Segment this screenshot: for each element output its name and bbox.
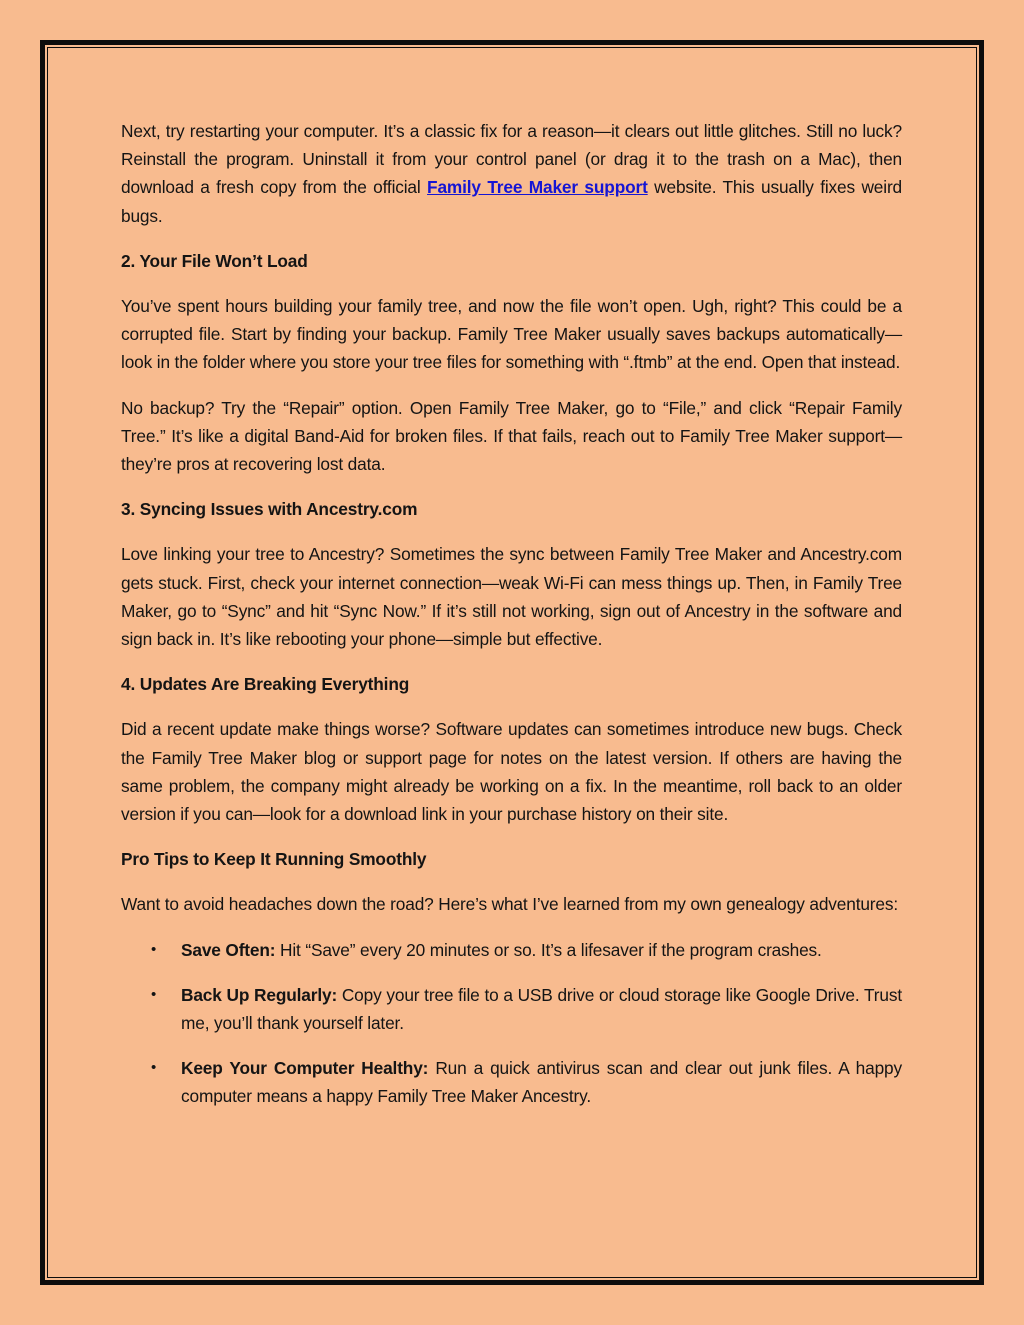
section-heading-pro-tips: Pro Tips to Keep It Running Smoothly: [121, 849, 427, 870]
section-heading-file-wont-load: 2. Your File Won’t Load: [121, 250, 308, 271]
document-body: [121, 117, 902, 1128]
paragraph-file-wont-load-1: You’ve spent hours building your family tree, and now the file won’t open. Ugh, right? This could be a corrupted file. Start by finding your backup. Family Tree Maker usually saves backups automatically—look in the folder where you store your tree files for something with “.ftmb” at the end. Open that instead.: [121, 296, 902, 373]
intro-text-end: website. This usually fixes weird bugs.: [121, 177, 903, 226]
paragraph-file-wont-load-2: No backup? Try the “Repair” option. Open Family Tree Maker, go to “File,” and click “Repair Family Tree.” It’s like a digital Band-Aid for broken files. If that fails, reach out to Family Tree Maker support—they’re pros at recovering lost data.: [121, 397, 902, 475]
list-item: [121, 936, 902, 964]
list-item: [121, 1054, 902, 1110]
intro-text-start: Next, try restarting your computer. It’s a classic fix for a reason—it clears out little glitches. Still no luck? Reinstall the program. Uninstall it from your control panel (or drag it to the trash on a Mac), then download a fresh copy from the official: [121, 121, 902, 198]
family-tree-maker-support-link[interactable]: Family Tree Maker support: [427, 177, 648, 198]
tips-list: [121, 936, 902, 1111]
tip-text: Hit “Save” every 20 minutes or so. It’s a lifesaver if the program crashes.: [275, 939, 822, 960]
paragraph-pro-tips-intro: Want to avoid headaches down the road? Here’s what I’ve learned from my own genealogy adventures:: [121, 894, 899, 915]
bullet-icon: •: [151, 985, 157, 1003]
bullet-icon: •: [151, 940, 157, 958]
list-item: [121, 981, 902, 1037]
tip-text: Copy your tree file to a USB drive or cloud storage like Google Drive. Trust me, you’ll thank yourself later.: [181, 984, 902, 1034]
intro-paragraph: [121, 117, 902, 230]
paragraph-syncing-issues: Love linking your tree to Ancestry? Sometimes the sync between Family Tree Maker and Ancestry.com gets stuck. First, check your internet connection—weak Wi-Fi can mess things up. Then, in Family Tree Maker, go to “Sync” and hit “Sync Now.” If it’s still not working, sign out of Ancestry in the software and sign back in. It’s like rebooting your phone—simple but effective.: [121, 544, 902, 650]
bullet-icon: •: [151, 1059, 157, 1077]
tip-label: Keep Your Computer Healthy:: [181, 1058, 429, 1079]
paragraph-updates-breaking: Did a recent update make things worse? Software updates can sometimes introduce new bugs. Check the Family Tree Maker blog or support page for notes on the latest version. If others are having the same problem, the company might already be working on a fix. In the meantime, roll back to an older version if you can—look for a download link in your purchase history on their site.: [121, 719, 902, 825]
tip-text: Run a quick antivirus scan and clear out junk files. A happy computer means a happy Family Tree Maker Ancestry.: [181, 1058, 902, 1107]
tip-label: Save Often:: [181, 939, 276, 960]
section-heading-syncing-issues: 3. Syncing Issues with Ancestry.com: [121, 499, 418, 520]
tip-label: Back Up Regularly:: [181, 984, 338, 1005]
section-heading-updates-breaking: 4. Updates Are Breaking Everything: [121, 674, 410, 695]
